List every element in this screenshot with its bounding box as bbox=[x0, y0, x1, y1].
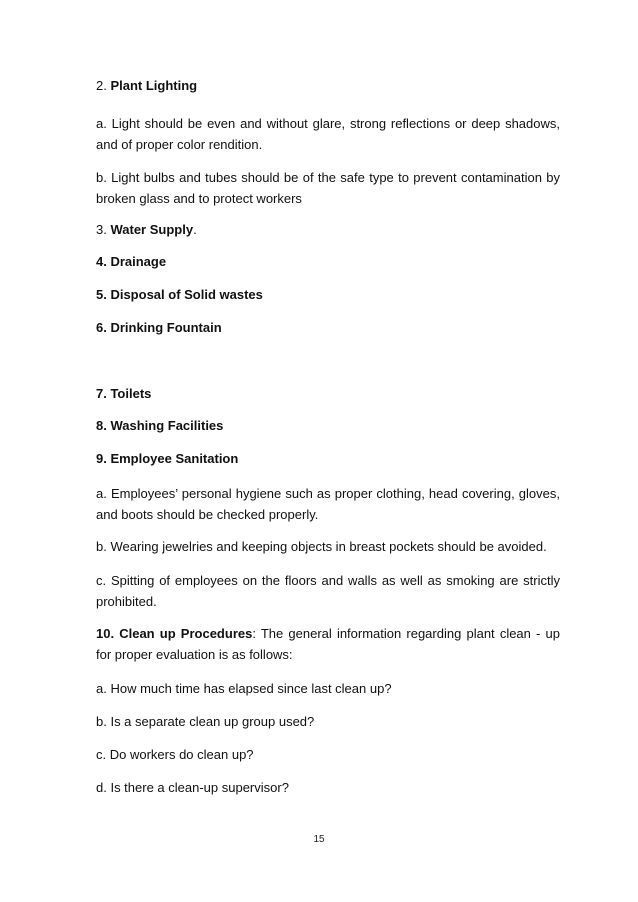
clean-up-item-c: c. Do workers do clean up? bbox=[96, 747, 254, 762]
heading-washing-facilities: 8. Washing Facilities bbox=[96, 418, 224, 433]
heading-water-supply bbox=[96, 219, 560, 240]
employee-sanitation-item-c: c. Spitting of employees on the floors and walls as well as smoking are strictly prohibited. bbox=[96, 573, 560, 609]
page-number: 15 bbox=[313, 834, 325, 845]
plant-lighting-item-a: a. Light should be even and without glare, strong reflections or deep shadows, and of proper color rendition. bbox=[96, 116, 560, 152]
section-title: Water Supply bbox=[110, 222, 194, 237]
plant-lighting-item-b: b. Light bulbs and tubes should be of the safe type to prevent contamination by broken glass and to protect workers bbox=[96, 170, 560, 206]
section-number: 2. bbox=[96, 78, 111, 93]
employee-sanitation-item-a: a. Employees’ personal hygiene such as proper clothing, head covering, gloves, and boots should be checked properly. bbox=[96, 486, 560, 522]
clean-up-intro: : The general information regarding plant clean - up for proper evaluation is as follows: bbox=[96, 626, 560, 662]
clean-up-item-a: a. How much time has elapsed since last clean up? bbox=[96, 681, 392, 696]
heading-drinking-fountain: 6. Drinking Fountain bbox=[96, 320, 222, 335]
heading-toilets: 7. Toilets bbox=[96, 386, 152, 401]
section-suffix: . bbox=[193, 222, 197, 237]
heading-solid-wastes: 5. Disposal of Solid wastes bbox=[96, 287, 263, 302]
section-title: 10. Clean up Procedures bbox=[96, 626, 253, 641]
employee-sanitation-item-b: b. Wearing jewelries and keeping objects in breast pockets should be avoided. bbox=[96, 539, 547, 554]
clean-up-item-d: d. Is there a clean-up supervisor? bbox=[96, 780, 289, 795]
clean-up-paragraph bbox=[96, 623, 560, 665]
clean-up-item-b: b. Is a separate clean up group used? bbox=[96, 714, 315, 729]
section-title: Plant Lighting bbox=[110, 78, 198, 93]
heading-employee-sanitation: 9. Employee Sanitation bbox=[96, 451, 239, 466]
section-number: 3. bbox=[96, 222, 111, 237]
heading-drainage: 4. Drainage bbox=[96, 254, 167, 269]
heading-plant-lighting bbox=[96, 75, 560, 96]
